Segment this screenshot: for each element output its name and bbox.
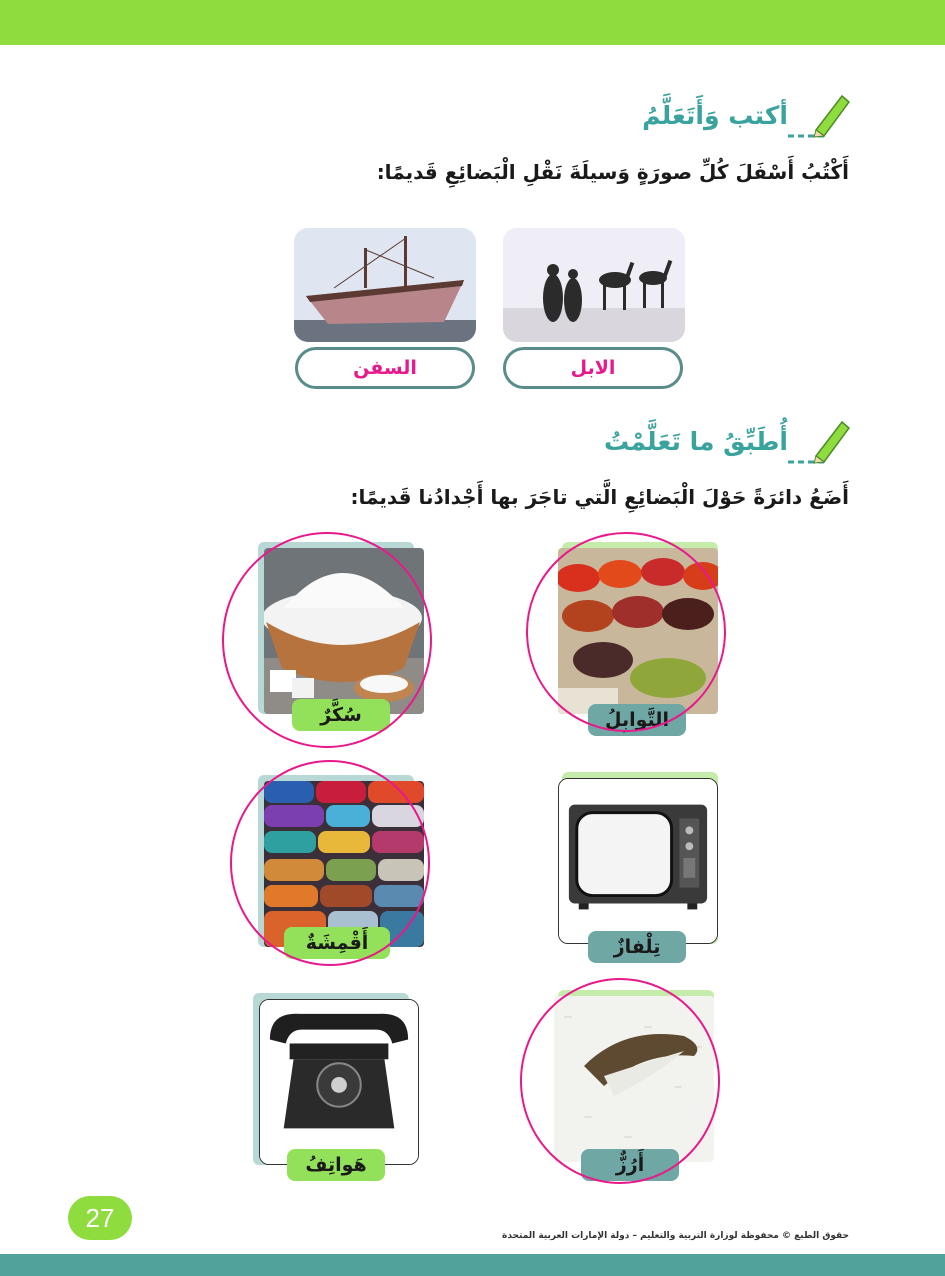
item-card-sugar[interactable] xyxy=(258,542,424,716)
label-rice: أَرُزٌّ xyxy=(581,1149,679,1181)
item-card-spices[interactable] xyxy=(552,542,718,716)
item-card-fabrics[interactable] xyxy=(258,775,424,949)
page-number: 27 xyxy=(68,1196,132,1240)
item-card-television[interactable] xyxy=(552,772,718,946)
answer-field-camels[interactable] xyxy=(503,347,683,389)
copyright-notice: حقوق الطبع © محفوظة لوزارة التربية والتعليم – دولة الإمارات العربية المتحدة xyxy=(502,1231,849,1241)
item-card-telephones[interactable] xyxy=(253,993,419,1167)
section-apply-heading xyxy=(604,416,850,466)
old-television-photo xyxy=(558,778,718,944)
answer-text-camels: الابل xyxy=(570,357,616,379)
answer-field-ships[interactable] xyxy=(295,347,475,389)
section-write-instruction: أَكْتُبُ أَسْفَلَ كُلِّ صورَةٍ وَسيلَةَ نَقْلِ الْبَضائِعِ قَديمًا: xyxy=(376,160,849,184)
rice-scoop-photo xyxy=(554,996,714,1162)
label-television: تِلْفازٌ xyxy=(588,931,686,963)
label-spices: التَّوابِلُ xyxy=(588,704,686,736)
bottom-teal-band xyxy=(0,1254,945,1276)
label-telephones: هَواتِفُ xyxy=(287,1149,385,1181)
section-apply-title: أُطَبِّقُ ما تَعَلَّمْتُ xyxy=(603,426,788,456)
pencil-icon xyxy=(788,90,850,140)
camels-caravan-photo xyxy=(503,228,685,342)
fabrics-stack-photo xyxy=(264,781,424,947)
section-apply-instruction: أَضَعُ دائرَةً حَوْلَ الْبَضائِعِ الَّتي تاجَرَ بها أَجْدادُنا قَديمًا: xyxy=(350,485,849,509)
label-fabrics: أَقْمِشَةٌ xyxy=(284,927,390,959)
wooden-dhow-ship-photo xyxy=(294,228,476,342)
pencil-icon xyxy=(788,416,850,466)
section-write-title: أكتب وَأَتَعَلَّمُ xyxy=(642,100,788,130)
label-sugar: سُكَّرٌ xyxy=(292,699,390,731)
answer-text-ships: السفن xyxy=(353,357,417,379)
item-card-rice[interactable] xyxy=(548,990,714,1164)
spices-sacks-photo xyxy=(558,548,718,714)
section-write-heading xyxy=(642,90,850,140)
sugar-bowl-photo xyxy=(264,548,424,714)
rotary-telephone-photo xyxy=(259,999,419,1165)
top-green-band xyxy=(0,0,945,45)
